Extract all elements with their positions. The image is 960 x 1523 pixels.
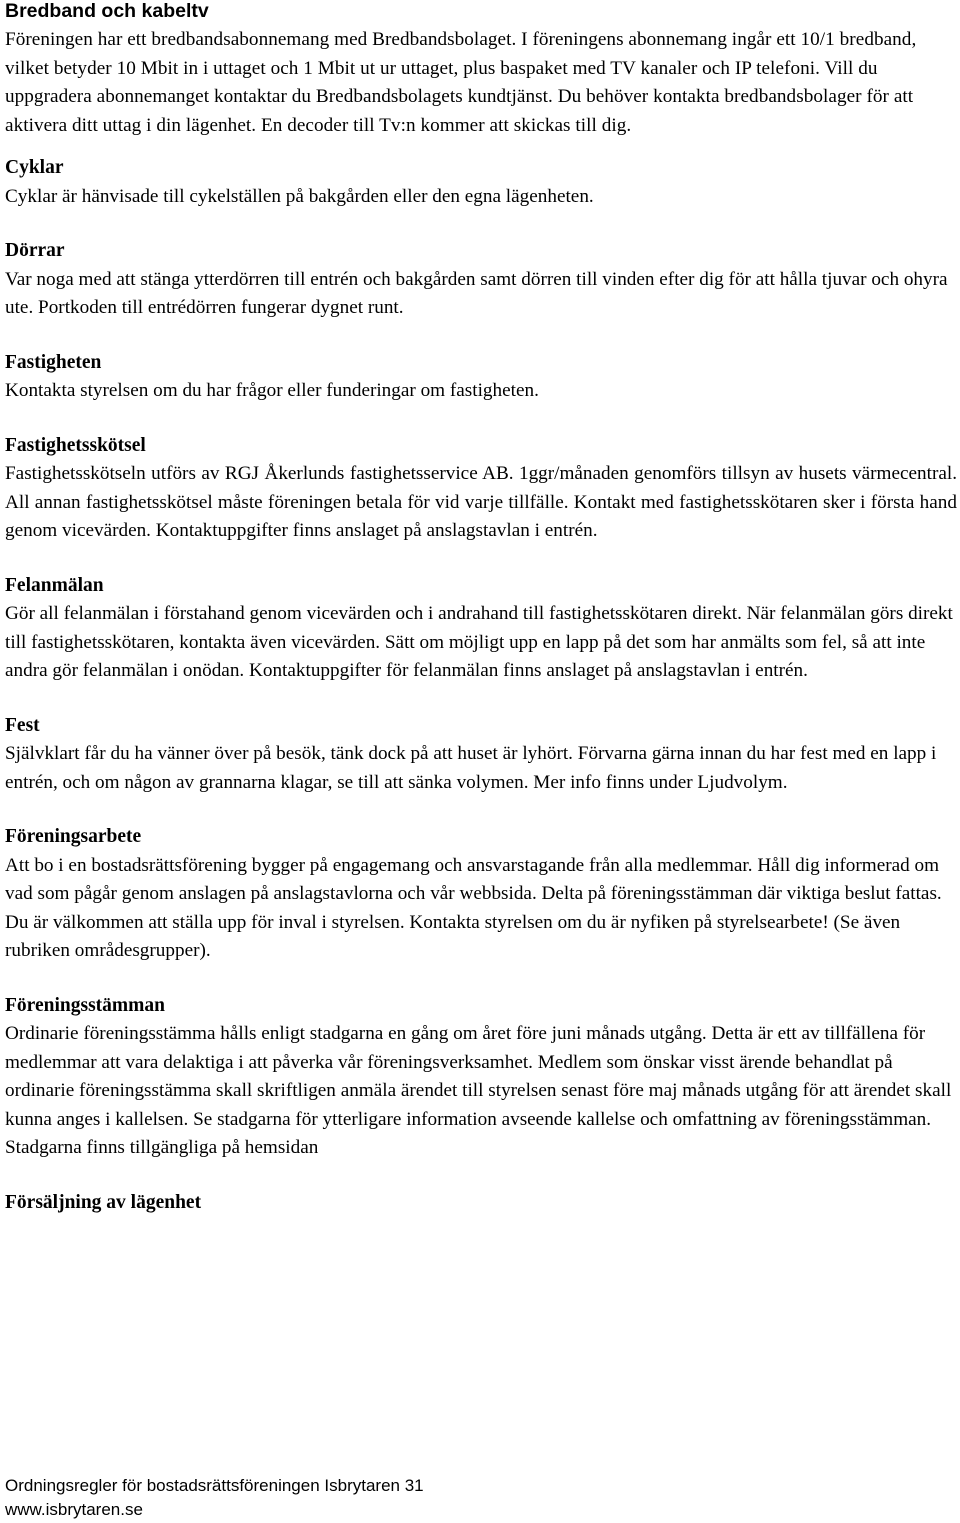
section-body-fastighetsskotsel: Fastighetsskötseln utförs av RGJ Åkerlunds fastighetsservice AB. 1ggr/månaden genomförs tillsyn av husets värmecentral. All annan fastighetsskötsel måste föreningen betala för vid varje tillfälle. Kontakt med fastighetsskötaren sker i första hand genom vicevärden. Kontaktuppgifter finns anslaget på anslagstavlan i entrén. — [5, 463, 957, 541]
section-heading-fastighetsskotsel: Fastighetsskötsel — [5, 434, 146, 456]
section-heading-bredband: Bredband och kabeltv — [5, 0, 209, 22]
section-body-foreningsstamman: Ordinarie föreningsstämma hålls enligt stadgarna en gång om året före juni månads utgång. Detta är ett av tillfällena för medlemmar att vara delaktiga i att påverka vår föreningsverksamhet. Medlem som önskar visst ärende behandlat på ordinarie föreningsstämma skall skriftligen anmäla ärendet till styrelsen senast före maj månads utgång för att ärendet skall kunna anges i kallelsen. Se stadgarna för ytterligare information avseende kallelse och omfattning av föreningsstämman. Stadgarna finns tillgängliga på hemsidan — [5, 1023, 952, 1158]
section-body-fest: Självklart får du ha vänner över på besök, tänk dock på att huset är lyhört. Förvarna gärna innan du har fest med en lapp i entrén, och om någon av grannarna klagar, se till att sänka volymen. Mer info finns under Ljudvolym. — [5, 743, 937, 793]
section-heading-fastigheten: Fastigheten — [5, 351, 102, 373]
section-dorrar — [5, 237, 957, 323]
footer-title: Ordningsregler för bostadsrättsföreningen Isbrytaren 31 — [5, 1476, 424, 1495]
section-heading-foreningsstamman: Föreningsstämman — [5, 994, 165, 1016]
section-felanmalan — [5, 572, 957, 686]
section-forsaljning — [5, 1189, 957, 1218]
section-body-bredband: Föreningen har ett bredbandsabonnemang med Bredbandsbolaget. I föreningens abonnemang ingår ett 10/1 bredband, vilket betyder 10 Mbit in i uttaget och 1 Mbit ut ur uttaget, plus baspaket med TV kanaler och IP telefoni. Vill du uppgradera abonnemanget kontaktar du Bredbandsbolagets kundtjänst. Du behöver kontakta bredbandsbolager för att aktivera ditt uttag i din lägenhet. En decoder till Tv:n kommer att skickas till dig. — [5, 29, 917, 136]
intro-section — [5, 0, 957, 140]
section-body-felanmalan: Gör all felanmälan i förstahand genom vicevärden och i andrahand till fastighetsskötaren direkt. När felanmälan görs direkt till fastighetsskötaren, kontakta även vicevärden. Sätt om möjligt upp en lapp på det som har anmälts som fel, så att inte andra gör felanmälan i onödan. Kontaktuppgifter för felanmälan finns anslaget på anslagstavlan i entrén. — [5, 603, 953, 681]
section-heading-fest: Fest — [5, 714, 40, 736]
section-body-fastigheten: Kontakta styrelsen om du har frågor eller funderingar om fastigheten. — [5, 380, 539, 401]
section-heading-cyklar: Cyklar — [5, 157, 64, 178]
section-body-cyklar: Cyklar är hänvisade till cykelställen på bakgården eller den egna lägenheten. — [5, 185, 594, 207]
section-body-foreningsarbete: Att bo i en bostadsrättsförening bygger på engagemang och ansvarstagande från alla medlemmar. Håll dig informerad om vad som pågår genom anslagen på anslagstavlorna och vår webbsida. Delta på föreningsstämman där viktiga beslut fattas. Du är välkommen att ställa upp för inval i styrelsen. Kontakta styrelsen om du är nyfiken på styrelsearbete! (Se även rubriken områdesgrupper). — [5, 854, 942, 961]
section-cyklar — [5, 154, 957, 211]
document-page — [5, 0, 957, 1217]
section-foreningsstamman — [5, 992, 957, 1163]
footer-url: www.isbrytaren.se — [5, 1500, 143, 1519]
section-heading-dorrar: Dörrar — [5, 240, 65, 261]
section-fastigheten — [5, 349, 957, 406]
section-heading-forsaljning: Försäljning av lägenhet — [5, 1191, 202, 1213]
page-footer — [5, 1474, 424, 1522]
section-heading-foreningsarbete: Föreningsarbete — [5, 826, 142, 847]
section-body-dorrar: Var noga med att stänga ytterdörren till entrén och bakgården samt dörren till vinden efter dig för att hålla tjuvar och ohyra ute. Portkoden till entrédörren fungerar dygnet runt. — [5, 268, 948, 318]
section-heading-felanmalan: Felanmälan — [5, 574, 104, 596]
section-fest — [5, 712, 957, 798]
section-foreningsarbete — [5, 823, 957, 966]
section-fastighetsskotsel — [5, 432, 957, 546]
